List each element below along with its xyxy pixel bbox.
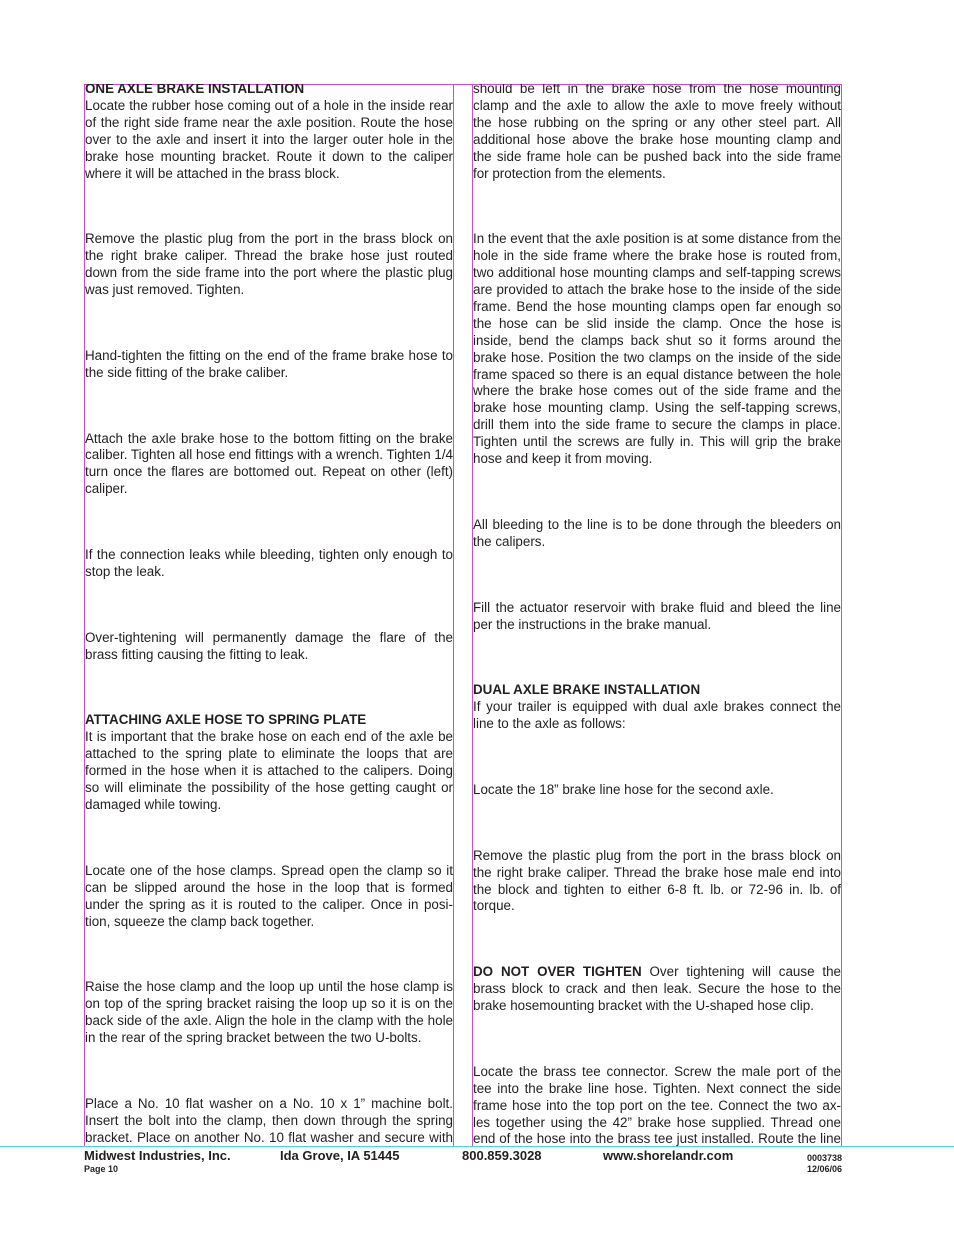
footer-website: www.shorelandr.com xyxy=(603,1148,734,1163)
paragraph-spacer xyxy=(85,398,453,415)
body-paragraph: Locate the rubber hose coming out of a hole in the inside rear of the right side frame near the axle position. Route the hose over to the axle and insert it into the larger outer hole in the brake hose mounting bracket. Route it down to the caliper where it will be attached in the brass block. xyxy=(85,97,453,181)
left-column-content xyxy=(85,84,453,1146)
warning-paragraph xyxy=(473,964,841,1015)
footer-doc-number: 0003738 xyxy=(806,1153,842,1163)
paragraph-spacer xyxy=(85,680,453,697)
paragraph-spacer xyxy=(473,484,841,501)
paragraph-spacer xyxy=(85,946,453,963)
paragraph-spacer xyxy=(85,315,453,332)
right-column-content xyxy=(473,84,841,1146)
paragraph-spacer xyxy=(85,830,453,847)
body-paragraph: Over-tightening will permanently damage the flare of the brass fitting causing the fitting to leak. xyxy=(85,629,453,662)
page-guide-bottom xyxy=(0,1146,954,1147)
body-paragraph: should be left in the brake hose from the hose mounting clamp and the axle to allow the axle to move freely without the hose rubbing on the spring or any other steel part. All additional hose above the brake hose mounting clamp and the side frame hole can be pushed back into the side frame for protection from the elements. xyxy=(473,84,841,181)
body-paragraph: Remove the plastic plug from the port in the brass block on the right brake caliper. Thread the brake hose just routed down from the side frame into the port where the plastic plug was just removed. Tighten. xyxy=(85,231,453,298)
footer-date: 12/06/06 xyxy=(806,1164,842,1174)
paragraph-spacer xyxy=(473,749,841,766)
body-paragraph: If the connection leaks while bleeding, tighten only enough to stop the leak. xyxy=(85,547,453,579)
paragraph-spacer xyxy=(473,567,841,584)
warning-lead: DO NOT OVER TIGHTEN xyxy=(473,964,642,980)
section-heading: DUAL AXLE BRAKE INSTALLATION xyxy=(473,682,701,698)
paragraph-spacer xyxy=(85,597,453,614)
paragraph-spacer xyxy=(85,1063,453,1080)
body-paragraph: It is important that the brake hose on each end of the axle be attached to the spring plate to eliminate the loops that are formed in the hose when it is attached to the calipers. Doing so will eliminate the possibility of the hose getting caught or damaged while towing. xyxy=(85,729,453,812)
body-paragraph: If your trailer is equipped with dual axle brakes connect the line to the axle as follows: xyxy=(473,699,841,732)
body-paragraph: All bleeding to the line is to be done through the bleeders on the calipers. xyxy=(473,516,841,549)
section-heading: ATTACHING AXLE HOSE TO SPRING PLATE xyxy=(85,712,367,728)
footer-page-number: Page 10 xyxy=(84,1164,119,1174)
warning-text: Over tightening will cause the brass block to crack and then leak. Secure the hose to the brake hosemounting bracket with the U-shaped hose clip. xyxy=(473,964,841,1014)
section-heading: ONE AXLE BRAKE INSTALLATION xyxy=(85,84,305,96)
footer-city: Ida Grove, IA 51445 xyxy=(280,1148,400,1163)
body-paragraph: Locate the brass tee connector. Screw the male port of the tee into the brake line hose. Tighten. Next connect the side frame hose into the top port on the tee. Connect the two ax-les together using the 42” brake hose supplied. Thread one end of the hose into the brass tee just installed. Route the line xyxy=(473,1063,841,1146)
right-column xyxy=(472,84,842,1146)
body-paragraph: Locate one of the hose clamps. Spread open the clamp so it can be slipped around the hose in the loop that is formed under the spring as it is routed to the caliper. Once in posi-tion, squeeze the clamp back together. xyxy=(85,862,453,929)
paragraph-spacer xyxy=(473,649,841,666)
body-paragraph: Attach the axle brake hose to the bottom fitting on the brake caliber. Tighten all hose end fittings with a wrench. Tighten 1/4 turn once the flares are bottomed out. Repeat on other (left) caliper. xyxy=(85,430,453,497)
body-paragraph: In the event that the axle position is at some distance from the hole in the side frame where the brake hose is routed from, two additional hose mounting clamps and self-tapping screws are provided to attach the brake hose to the inside of the side frame. Bend the hose mounting clamps open far enough so the hose can be slid inside the clamp. Once the hose is inside, bend the clamps back shut so it forms around the brake hose. Position the two clamps on the inside of the side frame spaced so there is an equal distance between the hole where the brake hose comes out of the side frame and the brake hose mounting clamp. Using the self-tapping screws, drill them into the side frame to secure the clamps in place. Tighten until the screws are fully in. This will grip the brake hose and keep it from moving. xyxy=(473,231,841,467)
paragraph-spacer xyxy=(85,198,453,215)
body-paragraph: Locate the 18” brake line hose for the second axle. xyxy=(473,781,774,797)
paragraph-spacer xyxy=(473,931,841,948)
body-paragraph: Hand-tighten the fitting on the end of the frame brake hose to the side fitting of the brake caliber. xyxy=(85,347,453,380)
body-paragraph: Fill the actuator reservoir with brake fluid and bleed the line per the instructions in the brake manual. xyxy=(473,599,841,632)
body-paragraph: Raise the hose clamp and the loop up until the hose clamp is on top of the spring bracket raising the loop up so it is on the back side of the axle. Align the hole in the clamp with the hole in the rear of the spring bracket between the two U-bolts. xyxy=(85,979,453,1046)
paragraph-spacer xyxy=(473,815,841,832)
body-paragraph: Place a No. 10 flat washer on a No. 10 x 1” machine bolt. Insert the bolt into the clamp, then down through the spring bracket. Place on another No. 10 flat washer and secure with xyxy=(85,1095,453,1145)
footer-phone: 800.859.3028 xyxy=(462,1148,542,1163)
paragraph-spacer xyxy=(85,514,453,531)
page-footer xyxy=(84,1148,842,1182)
paragraph-spacer xyxy=(473,198,841,215)
body-paragraph: Remove the plastic plug from the port in the brass block on the right brake caliper. Thread the brake hose male end into the block and tighten to either 6-8 ft. lb. or 72-96 in. lb. of torque. xyxy=(473,847,841,914)
left-column xyxy=(84,84,454,1146)
paragraph-spacer xyxy=(473,1031,841,1048)
footer-company: Midwest Industries, Inc. xyxy=(84,1148,231,1163)
